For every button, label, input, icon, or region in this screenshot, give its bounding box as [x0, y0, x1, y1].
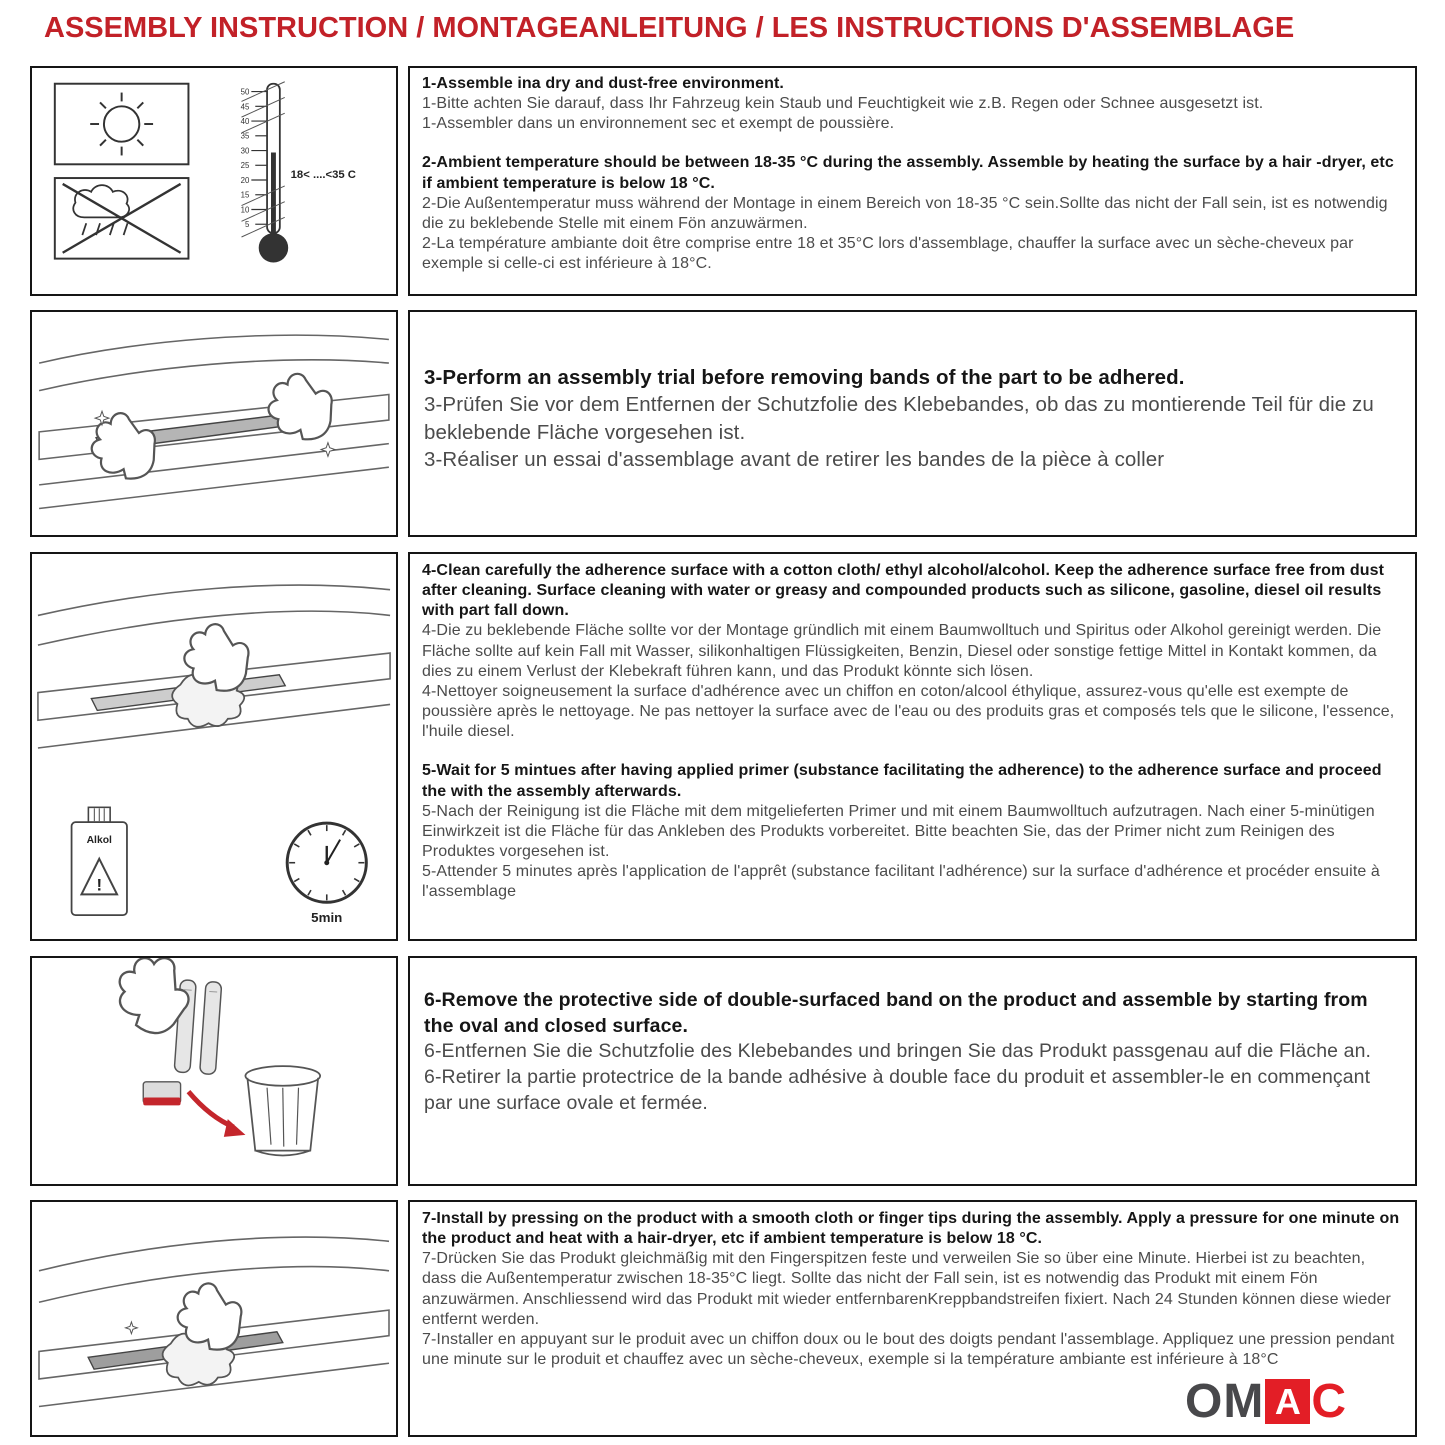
bottle-label: Alkol: [86, 834, 112, 846]
step-2-en: 2-Ambient temperature should be between 18-35 °C during the assembly. Assemble by heating the surface by a hair -dryer, etc if ambient temperature is below 18 °C.: [422, 154, 1394, 192]
step-6-en: 6-Remove the protective side of double-surfaced band on the product and assemble by starting from the oval and closed surface.: [424, 989, 1368, 1037]
section-3-text-box: [408, 552, 1417, 941]
step-2-fr: 2-La température ambiante doit être comprise entre 18 et 35°C lors d'assemblage, chauffer la surface avec un sèche-cheveux par exemple si celle-ci est inférieure à 18°C.: [422, 235, 1354, 273]
tick-label: 30: [240, 146, 250, 156]
section-1-text-box: [408, 66, 1417, 296]
step-3-en: 3-Perform an assembly trial before removing bands of the part to be adhered.: [424, 366, 1185, 389]
step-6-de: 6-Entfernen Sie die Schutzfolie des Klebebandes und bringen Sie das Produkt passgenau auf die Fläche an.: [424, 1040, 1372, 1063]
step-1-de: 1-Bitte achten Sie darauf, dass Ihr Fahrzeug kein Staub und Feuchtigkeit wie z.B. Regen oder Schnee ausgesetzt ist.: [422, 95, 1264, 113]
no-rain-icon: [63, 184, 181, 253]
sparkle-icon: [126, 1322, 138, 1334]
section-4-illustration-box: [30, 956, 398, 1186]
clock-icon: [287, 823, 366, 902]
step-3-fr: 3-Réaliser un essai d'assemblage avant de retirer les bandes de la pièce à coller: [424, 448, 1165, 472]
step-1-fr: 1-Assembler dans un environnement sec et exempt de poussière.: [422, 115, 895, 133]
logo-om: OM: [1185, 1375, 1265, 1428]
section-3-illustration-box: [30, 552, 398, 941]
adhesive-part: [143, 1082, 180, 1106]
tick-label: 25: [240, 161, 250, 171]
logo-c: C: [1311, 1375, 1346, 1428]
section-4-text-box: [408, 956, 1417, 1186]
tick-label: 45: [240, 102, 250, 112]
step-4-de: 4-Die zu beklebende Fläche sollte vor der Montage gründlich mit einem Baumwolltuch und Spiritus oder Alkohol gereinigt werden. Die Fläche sollte auf kein Fall mit Wasser, silikonhaltigen Flüssigkeiten, Benzin, Diesel oder sonstige fettige Mittel in Kontakt kommen, da dies zu einem Verlust der Klebekraft führen kann, und das Produkt könnte sich lösen.: [422, 622, 1382, 680]
press-install-illustration: [32, 1202, 396, 1435]
section-1-illustration-box: [30, 66, 398, 296]
section-2-illustration-box: [30, 310, 398, 537]
step-4-fr: 4-Nettoyer soigneusement la surface d'adhérence avec un chiffon en coton/alcool éthylique, assurez-vous qu'elle est exempte de poussière après le nettoyage. Ne pas nettoyer la surface avec de l'eau ou des produits gras et composés tels que le silicone, l'essence, l'huile diesel.: [422, 682, 1395, 741]
tick-label: 5: [244, 220, 250, 230]
alcohol-bottle-icon: [72, 807, 127, 915]
step-4-en: 4-Clean carefully the adherence surface with a cotton cloth/ ethyl alcohol/alcohol. Keep the adherence surface free from dust after cleaning. Surface cleaning with water or greasy and compounded products such as silicone, gasoline, diesel oil results with part fall down.: [422, 562, 1385, 620]
temperature-range-label: 18< ....<35 C: [290, 169, 356, 182]
sun-icon: [90, 93, 153, 156]
clock-duration-label: 5min: [311, 910, 343, 926]
step-7-de: 7-Drücken Sie das Produkt gleichmäßig mit den Fingerspitzen feste und verweilen Sie so über eine Minute. Hierbei ist zu beachten, dass die Außentemperatur zwischen 18-35°C liegt. Sollte das nicht der Fall sein, ist es notwendig das Produkt mit einem Fön anzuwärmen. Anschliessend wird das Produkt mit wieder entfernbarenKreppbandstreifen fixiert. Nach 24 Stunden können diese wieder entfernt werden.: [422, 1250, 1391, 1328]
step-2-de: 2-Die Außentemperatur muss während der Montage in einem Bereich von 18-35 °C sein.Sollte das nicht der Fall sein, ist es notwendig die zu beklebende Stelle mit einem Fön anzuwärmen.: [422, 194, 1388, 232]
tick-label: 40: [240, 117, 250, 127]
page-title: ASSEMBLY INSTRUCTION / MONTAGEANLEITUNG / LES INSTRUCTIONS D'ASSEMBLAGE: [44, 12, 1295, 44]
omac-logo: [1185, 1374, 1346, 1429]
thermometer-icon: [241, 82, 356, 263]
section-5-illustration-box: [30, 1200, 398, 1437]
environment-temperature-illustration: [32, 68, 396, 294]
section-2-text-box: [408, 310, 1417, 537]
step-5-de: 5-Nach der Reinigung ist die Fläche mit dem mitgelieferten Primer und mit einem Baumwolltuch aufzutragen. Nach einer 5-minütigen Einwirkzeit ist die Fläche für das Ankleben des Produkts vorbereitet. Bitte beachten Sie, das der Primer nicht zum Reinigen des Produktes vorgesehen ist.: [422, 802, 1375, 861]
assembly-trial-illustration: [32, 312, 396, 535]
step-5-fr: 5-Attender 5 minutes après l'application de l'apprêt (substance facilitant l'adhérence) sur la surface d'adhérence et procéder ensuite à l'assemblage: [422, 863, 1380, 901]
tick-label: 20: [240, 175, 250, 185]
warning-exclamation: !: [96, 875, 103, 895]
logo-a-red-square: A: [1265, 1379, 1310, 1424]
trash-bin-icon: [245, 1066, 320, 1155]
tick-label: 10: [240, 205, 250, 215]
step-1-en: 1-Assemble ina dry and dust-free environment.: [422, 75, 784, 92]
right-hand-icon: [262, 367, 340, 448]
tick-label: 35: [240, 131, 250, 141]
tick-label: 15: [240, 190, 250, 200]
remove-band-illustration: [32, 958, 396, 1184]
step-5-en: 5-Wait for 5 mintues after having applied primer (substance facilitating the adherence) to the adherence surface and proceed the with the assembly afterwards.: [422, 762, 1382, 800]
discard-arrow: [188, 1092, 233, 1127]
tick-label: 50: [240, 87, 250, 97]
step-3-de: 3-Prüfen Sie vor dem Entfernen der Schutzfolie des Klebebandes, ob das zu montierende Teil für die zu beklebende Fläche vorgesehen ist.: [424, 393, 1374, 444]
step-7-en: 7-Install by pressing on the product with a smooth cloth or finger tips during the assembly. Apply a pressure for one minute on the product and heat with a hair-dryer, etc if ambient temperature is below 18 °C.: [422, 1210, 1400, 1248]
step-6-fr: 6-Retirer la partie protectrice de la bande adhésive à double face du produit et assembler-le en commençant par une surface ovale et fermée.: [424, 1066, 1371, 1114]
clean-surface-illustration: [32, 554, 396, 939]
step-7-fr: 7-Installer en appuyant sur le produit avec un chiffon doux ou le bout des doigts pendant l'assemblage. Appliquez une pression pendant une minute sur le produit et chauffez avec un sèche-cheveux, exemple si la température ambiante est inférieure à 18°C: [422, 1330, 1395, 1369]
